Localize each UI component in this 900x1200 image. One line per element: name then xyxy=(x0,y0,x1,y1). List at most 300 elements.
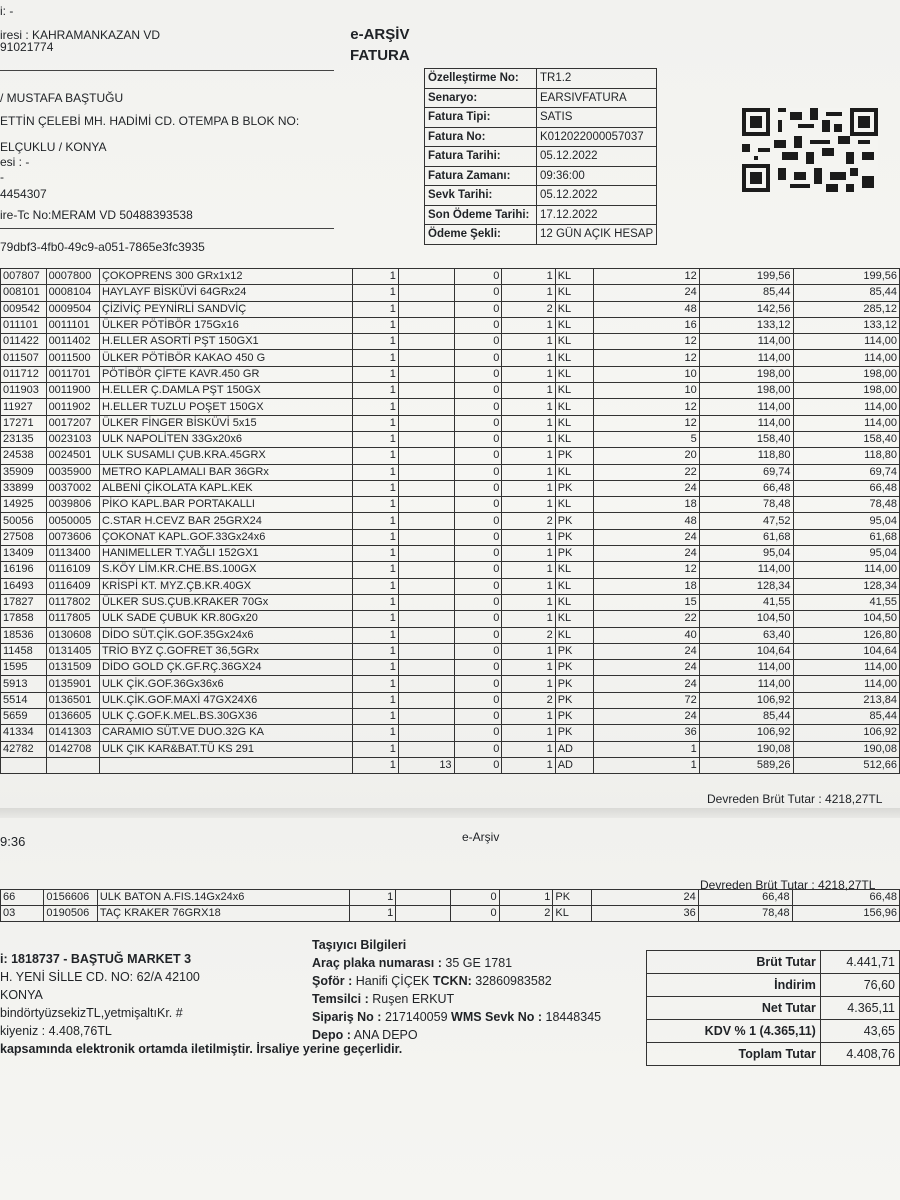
cell-count: 1 xyxy=(502,366,555,382)
cell-product-name: METRO KAPLAMALI BAR 36GRx xyxy=(99,464,352,480)
totals-label: KDV % 1 (4.365,11) xyxy=(647,1020,821,1043)
cell-code: 16196 xyxy=(1,562,47,578)
cell-unit-price: 198,00 xyxy=(699,366,793,382)
info-label: Fatura Tarihi: xyxy=(425,147,537,167)
cell-qty: 1 xyxy=(352,676,398,692)
cell-count: 1 xyxy=(502,415,555,431)
cell-unit: KL xyxy=(555,497,593,513)
cell-line-total: 126,80 xyxy=(793,627,899,643)
cell-discount: 0 xyxy=(454,497,502,513)
cell-count: 1 xyxy=(502,546,555,562)
cell-pack: 12 xyxy=(593,350,699,366)
cell-product-code: 0039806 xyxy=(46,497,99,513)
cell-product-code: 0116409 xyxy=(46,578,99,594)
cell-qty: 1 xyxy=(352,350,398,366)
table-row xyxy=(1,317,900,333)
table-row xyxy=(1,709,900,725)
cell-product-name: ULK SADE ÇUBUK KR.80Gx20 xyxy=(99,611,352,627)
cell-product-name xyxy=(99,757,352,773)
carry-forward-total: Devreden Brüt Tutar : 4218,27TL xyxy=(707,792,883,806)
cell-extra xyxy=(398,285,454,301)
cell-qty: 1 xyxy=(352,611,398,627)
title-line-2: FATURA xyxy=(350,47,410,64)
cell-unit: KL xyxy=(555,415,593,431)
info-value: 12 GÜN AÇIK HESAP xyxy=(537,225,657,245)
cell-product-code: 0011701 xyxy=(46,366,99,382)
cell-extra xyxy=(398,366,454,382)
cell-discount: 0 xyxy=(451,906,499,922)
cell-code: 011422 xyxy=(1,334,47,350)
table-row xyxy=(1,741,900,757)
cell-unit-price: 66,48 xyxy=(699,480,793,496)
cell-product-code: 0037002 xyxy=(46,480,99,496)
cell-count: 1 xyxy=(502,562,555,578)
cell-qty: 1 xyxy=(352,383,398,399)
cell-qty: 1 xyxy=(352,660,398,676)
info-value: 05.12.2022 xyxy=(537,147,657,167)
page2-doc-label: e-Arşiv xyxy=(462,830,500,844)
cell-line-total: 114,00 xyxy=(793,562,899,578)
buyer-city: ELÇUKLU / KONYA xyxy=(0,140,107,154)
seller-tax-office: iresi : KAHRAMANKAZAN VD xyxy=(0,28,161,42)
cell-pack: 24 xyxy=(593,529,699,545)
cell-line-total: 213,84 xyxy=(793,692,899,708)
cell-unit: PK xyxy=(555,480,593,496)
cell-unit-price: 104,64 xyxy=(699,643,793,659)
cell-unit: KL xyxy=(555,350,593,366)
buyer-divider xyxy=(0,228,334,229)
cell-extra xyxy=(398,464,454,480)
items-table xyxy=(0,268,900,774)
cell-unit: KL xyxy=(555,399,593,415)
cell-count: 1 xyxy=(502,350,555,366)
info-value: 17.12.2022 xyxy=(537,205,657,225)
table-row xyxy=(1,269,900,285)
cell-unit-price: 114,00 xyxy=(699,562,793,578)
table-row xyxy=(1,350,900,366)
cell-unit-price: 41,55 xyxy=(699,594,793,610)
cell-product-code: 0009504 xyxy=(46,301,99,317)
cell-count: 1 xyxy=(502,497,555,513)
cell-code: 011712 xyxy=(1,366,47,382)
cell-count: 1 xyxy=(502,448,555,464)
cell-product-code: 0142708 xyxy=(46,741,99,757)
cell-count: 2 xyxy=(502,301,555,317)
cell-line-total: 198,00 xyxy=(793,366,899,382)
cell-product-code: 0190506 xyxy=(44,906,97,922)
cell-product-name: ULK NAPOLİTEN 33Gx20x6 xyxy=(99,431,352,447)
cell-line-total: 128,34 xyxy=(793,578,899,594)
cell-count: 2 xyxy=(502,692,555,708)
cell-code: 17827 xyxy=(1,594,47,610)
totals-label: Brüt Tutar xyxy=(647,951,821,974)
cell-qty: 1 xyxy=(352,366,398,382)
table-row xyxy=(1,725,900,741)
cell-line-total: 114,00 xyxy=(793,399,899,415)
cell-unit-price: 66,48 xyxy=(698,890,792,906)
cell-extra xyxy=(396,890,451,906)
cell-discount: 0 xyxy=(454,627,502,643)
cell-line-total: 118,80 xyxy=(793,448,899,464)
cell-unit-price: 61,68 xyxy=(699,529,793,545)
cell-extra xyxy=(398,627,454,643)
table-row xyxy=(1,643,900,659)
cell-extra xyxy=(398,497,454,513)
cell-discount: 0 xyxy=(454,709,502,725)
cell-extra xyxy=(398,643,454,659)
cell-unit: PK xyxy=(555,676,593,692)
cell-unit-price: 104,50 xyxy=(699,611,793,627)
cell-extra xyxy=(398,269,454,285)
cell-extra: 13 xyxy=(398,757,454,773)
cell-product-name: ÇOKOPRENS 300 GRx1x12 xyxy=(99,269,352,285)
carrier-order: 217140059 xyxy=(384,1010,448,1024)
cell-unit: PK xyxy=(555,513,593,529)
cell-code: 17271 xyxy=(1,415,47,431)
cell-unit: KL xyxy=(555,464,593,480)
cell-line-total: 285,12 xyxy=(793,301,899,317)
cell-product-name: ULK BATON A.FIS.14Gx24x6 xyxy=(97,890,349,906)
cell-pack: 12 xyxy=(593,399,699,415)
cell-count: 1 xyxy=(502,399,555,415)
cell-product-code: 0007800 xyxy=(46,269,99,285)
cell-unit-price: 69,74 xyxy=(699,464,793,480)
cell-product-name: ÜLKER FİNGER BİSKÜVİ 5x15 xyxy=(99,415,352,431)
cell-product-name: H.ELLER Ç.DAMLA PŞT 150GX xyxy=(99,383,352,399)
info-label: Ödeme Şekli: xyxy=(425,225,537,245)
cell-discount: 0 xyxy=(454,464,502,480)
info-label: Senaryo: xyxy=(425,88,537,108)
cell-code: 35909 xyxy=(1,464,47,480)
cell-extra xyxy=(398,301,454,317)
customer-line6: kapsamında elektronik ortamda iletilmiştir. İrsaliye yerine geçerlidir. xyxy=(0,1042,403,1056)
cell-qty: 1 xyxy=(352,285,398,301)
table-row xyxy=(1,513,900,529)
cell-discount: 0 xyxy=(454,611,502,627)
cell-pack: 22 xyxy=(593,464,699,480)
cell-qty: 1 xyxy=(352,692,398,708)
cell-product-code xyxy=(46,757,99,773)
info-value: 09:36:00 xyxy=(537,166,657,186)
cell-product-code: 0131405 xyxy=(46,643,99,659)
cell-unit: KL xyxy=(555,269,593,285)
buyer-tax: ire-Tc No:MERAM VD 50488393538 xyxy=(0,208,193,222)
cell-code: 5514 xyxy=(1,692,47,708)
carrier-driver: Hanifi ÇİÇEK xyxy=(355,974,430,988)
cell-line-total: 104,64 xyxy=(793,643,899,659)
buyer-phone: 4454307 xyxy=(0,187,47,201)
cell-pack: 1 xyxy=(593,757,699,773)
carrier-rep: Ruşen ERKUT xyxy=(372,992,455,1006)
cell-qty: 1 xyxy=(352,513,398,529)
cell-discount: 0 xyxy=(454,334,502,350)
cell-product-name: C.STAR H.CEVZ BAR 25GRX24 xyxy=(99,513,352,529)
cell-extra xyxy=(398,594,454,610)
cell-unit-price: 158,40 xyxy=(699,431,793,447)
cell-line-total: 85,44 xyxy=(793,285,899,301)
info-value: K012022000057037 xyxy=(537,127,657,147)
cell-line-total: 61,68 xyxy=(793,529,899,545)
cell-product-code: 0011902 xyxy=(46,399,99,415)
info-label: Son Ödeme Tarihi: xyxy=(425,205,537,225)
cell-count: 1 xyxy=(502,480,555,496)
items-table-page2 xyxy=(0,889,900,922)
cell-code: 18536 xyxy=(1,627,47,643)
cell-qty: 1 xyxy=(349,890,396,906)
carrier-depot: ANA DEPO xyxy=(353,1028,418,1042)
table-row xyxy=(1,480,900,496)
cell-unit-price: 106,92 xyxy=(699,725,793,741)
cell-product-name: ÇİZİVİÇ PEYNİRLİ SANDVİÇ xyxy=(99,301,352,317)
cell-code: 011101 xyxy=(1,317,47,333)
ettn: 79dbf3-4fb0-49c9-a051-7865e3fc3935 xyxy=(0,240,205,254)
cell-unit-price: 114,00 xyxy=(699,415,793,431)
cell-unit-price: 190,08 xyxy=(699,741,793,757)
cell-discount: 0 xyxy=(454,692,502,708)
totals-label: Toplam Tutar xyxy=(647,1043,821,1066)
cell-code: 50056 xyxy=(1,513,47,529)
cell-product-name: ÜLKER PÖTİBÖR 175Gx16 xyxy=(99,317,352,333)
cell-qty: 1 xyxy=(352,741,398,757)
cell-code: 14925 xyxy=(1,497,47,513)
cell-unit: KL xyxy=(555,562,593,578)
cell-unit-price: 128,34 xyxy=(699,578,793,594)
cell-product-name: ÜLKER PÖTİBÖR KAKAO 450 G xyxy=(99,350,352,366)
info-label: Fatura No: xyxy=(425,127,537,147)
cell-code: 42782 xyxy=(1,741,47,757)
cell-line-total: 106,92 xyxy=(793,725,899,741)
cell-discount: 0 xyxy=(454,562,502,578)
cell-count: 1 xyxy=(502,334,555,350)
cell-product-code: 0141303 xyxy=(46,725,99,741)
cell-line-total: 133,12 xyxy=(793,317,899,333)
cell-qty: 1 xyxy=(352,317,398,333)
table-row xyxy=(1,692,900,708)
cell-extra xyxy=(398,611,454,627)
cell-code: 11927 xyxy=(1,399,47,415)
carrier-driver-label: Şoför : xyxy=(312,974,353,988)
cell-code: 11458 xyxy=(1,643,47,659)
carrier-wms-label: WMS Sevk No : xyxy=(451,1010,543,1024)
customer-info xyxy=(0,950,402,1058)
cell-unit: KL xyxy=(555,611,593,627)
cell-extra xyxy=(398,317,454,333)
cell-product-code: 0011900 xyxy=(46,383,99,399)
cell-unit-price: 114,00 xyxy=(699,399,793,415)
cell-extra xyxy=(398,431,454,447)
cell-unit-price: 78,48 xyxy=(698,906,792,922)
cell-pack: 12 xyxy=(593,269,699,285)
table-row xyxy=(1,676,900,692)
cell-extra xyxy=(398,529,454,545)
cell-unit: PK xyxy=(555,725,593,741)
cell-product-name: DİDO GOLD ÇK.GF.RÇ.36GX24 xyxy=(99,660,352,676)
cell-pack: 48 xyxy=(593,513,699,529)
cell-product-name: PÖTİBÖR ÇİFTE KAVR.450 GR xyxy=(99,366,352,382)
cell-unit: KL xyxy=(555,578,593,594)
cell-qty: 1 xyxy=(352,497,398,513)
cell-product-code: 0130608 xyxy=(46,627,99,643)
cell-unit-price: 63,40 xyxy=(699,627,793,643)
cell-extra xyxy=(398,546,454,562)
cell-qty: 1 xyxy=(352,594,398,610)
cell-unit: KL xyxy=(555,301,593,317)
cell-discount: 0 xyxy=(454,480,502,496)
cell-count: 1 xyxy=(502,643,555,659)
cell-qty: 1 xyxy=(352,415,398,431)
info-row xyxy=(425,205,657,225)
cell-product-name: HAYLAYF BİSKÜVİ 64GRx24 xyxy=(99,285,352,301)
cell-code: 03 xyxy=(1,906,44,922)
cell-unit: PK xyxy=(555,546,593,562)
cell-pack: 22 xyxy=(593,611,699,627)
cell-product-code: 0131509 xyxy=(46,660,99,676)
cell-count: 1 xyxy=(502,578,555,594)
cell-extra xyxy=(398,676,454,692)
table-row xyxy=(1,448,900,464)
cell-line-total: 95,04 xyxy=(793,513,899,529)
cell-pack: 24 xyxy=(593,643,699,659)
cell-pack: 24 xyxy=(593,546,699,562)
totals-label: İndirim xyxy=(647,974,821,997)
cell-product-code: 0117805 xyxy=(46,611,99,627)
cell-count: 1 xyxy=(502,611,555,627)
cell-pack: 15 xyxy=(593,594,699,610)
cell-count: 1 xyxy=(502,594,555,610)
cell-unit: KL xyxy=(555,383,593,399)
table-row xyxy=(1,546,900,562)
totals-value: 76,60 xyxy=(820,974,899,997)
cell-pack: 24 xyxy=(593,285,699,301)
cell-product-code: 0050005 xyxy=(46,513,99,529)
carrier-order-label: Sipariş No : xyxy=(312,1010,382,1024)
seller-top-fragment: i: - xyxy=(0,4,14,18)
cell-product-code: 0116109 xyxy=(46,562,99,578)
cell-product-name: ULK Ç.GOF.K.MEL.BS.30GX36 xyxy=(99,709,352,725)
cell-unit: PK xyxy=(555,448,593,464)
table-row xyxy=(1,415,900,431)
cell-product-code: 0011101 xyxy=(46,317,99,333)
cell-pack: 1 xyxy=(593,741,699,757)
cell-line-total: 114,00 xyxy=(793,334,899,350)
cell-product-name: S.KÖY LİM.KR.CHE.BS.100GX xyxy=(99,562,352,578)
cell-count: 2 xyxy=(499,906,553,922)
cell-discount: 0 xyxy=(454,285,502,301)
cell-unit-price: 114,00 xyxy=(699,660,793,676)
table-row xyxy=(1,301,900,317)
carrier-tckn: 32860983582 xyxy=(475,974,552,988)
seller-tax-no: 91021774 xyxy=(0,40,54,54)
buyer-name: / MUSTAFA BAŞTUĞU xyxy=(0,91,124,105)
cell-pack: 10 xyxy=(593,383,699,399)
cell-extra xyxy=(398,562,454,578)
cell-unit-price: 199,56 xyxy=(699,269,793,285)
cell-count: 1 xyxy=(502,676,555,692)
cell-line-total: 69,74 xyxy=(793,464,899,480)
cell-line-total: 114,00 xyxy=(793,350,899,366)
cell-count: 1 xyxy=(502,660,555,676)
cell-product-name: ULK.ÇİK.GOF.MAXİ 47GX24X6 xyxy=(99,692,352,708)
cell-line-total: 156,96 xyxy=(792,906,899,922)
cell-extra xyxy=(398,480,454,496)
cell-qty: 1 xyxy=(352,301,398,317)
info-label: Özelleştirme No: xyxy=(425,69,537,89)
carrier-wms: 18448345 xyxy=(545,1010,602,1024)
cell-product-name: CARAMIO SÜT.VE DUO.32G KA xyxy=(99,725,352,741)
cell-code: 008101 xyxy=(1,285,47,301)
cell-line-total: 85,44 xyxy=(793,709,899,725)
cell-unit-price: 198,00 xyxy=(699,383,793,399)
cell-code: 17858 xyxy=(1,611,47,627)
totals-row xyxy=(647,974,900,997)
info-row xyxy=(425,166,657,186)
cell-count: 2 xyxy=(502,627,555,643)
cell-unit-price: 114,00 xyxy=(699,334,793,350)
cell-product-name: PİKO KAPL.BAR PORTAKALLI xyxy=(99,497,352,513)
cell-pack: 36 xyxy=(591,906,698,922)
cell-unit-price: 95,04 xyxy=(699,546,793,562)
cell-pack: 24 xyxy=(593,660,699,676)
cell-discount: 0 xyxy=(454,513,502,529)
totals-table xyxy=(646,950,900,1066)
cell-count: 1 xyxy=(502,741,555,757)
cell-code: 5659 xyxy=(1,709,47,725)
carrier-rep-label: Temsilci : xyxy=(312,992,369,1006)
invoice-title xyxy=(350,24,410,66)
cell-count: 1 xyxy=(502,464,555,480)
cell-product-name: DİDO SÜT.ÇİK.GOF.35Gx24x6 xyxy=(99,627,352,643)
table-row xyxy=(1,334,900,350)
cell-code: 5913 xyxy=(1,676,47,692)
info-row xyxy=(425,186,657,206)
cell-pack: 24 xyxy=(593,480,699,496)
cell-product-name: HANIMELLER T.YAĞLI 152GX1 xyxy=(99,546,352,562)
cell-discount: 0 xyxy=(454,448,502,464)
cell-qty: 1 xyxy=(352,757,398,773)
table-row xyxy=(1,383,900,399)
title-line-1: e-ARŞİV xyxy=(350,26,410,43)
info-row xyxy=(425,127,657,147)
info-value: EARSIVFATURA xyxy=(537,88,657,108)
customer-line2: H. YENİ SİLLE CD. NO: 62/A 42100 xyxy=(0,970,200,984)
cell-unit: PK xyxy=(555,692,593,708)
cell-extra xyxy=(398,725,454,741)
cell-line-total: 158,40 xyxy=(793,431,899,447)
cell-count: 1 xyxy=(502,709,555,725)
info-value: SATIS xyxy=(537,108,657,128)
cell-unit: PK xyxy=(555,709,593,725)
cell-discount: 0 xyxy=(454,643,502,659)
cell-product-code: 0113400 xyxy=(46,546,99,562)
table-row xyxy=(1,562,900,578)
cell-pack: 36 xyxy=(593,725,699,741)
cell-pack: 40 xyxy=(593,627,699,643)
table-row xyxy=(1,285,900,301)
cell-product-name: ULK ÇİK.GOF.36Gx36x6 xyxy=(99,676,352,692)
cell-qty: 1 xyxy=(352,578,398,594)
info-row xyxy=(425,225,657,245)
cell-pack: 12 xyxy=(593,334,699,350)
info-row xyxy=(425,108,657,128)
cell-discount: 0 xyxy=(454,725,502,741)
cell-product-name: ULK SUSAMLI ÇUB.KRA.45GRX xyxy=(99,448,352,464)
cell-unit: PK xyxy=(555,643,593,659)
info-row xyxy=(425,69,657,89)
buyer-address: ETTİN ÇELEBİ MH. HADİMİ CD. OTEMPA B BLOK NO: xyxy=(0,114,300,128)
cell-code xyxy=(1,757,47,773)
cell-product-name: ULK ÇIK KAR&BAT.TÜ KS 291 xyxy=(99,741,352,757)
cell-unit-price: 114,00 xyxy=(699,350,793,366)
